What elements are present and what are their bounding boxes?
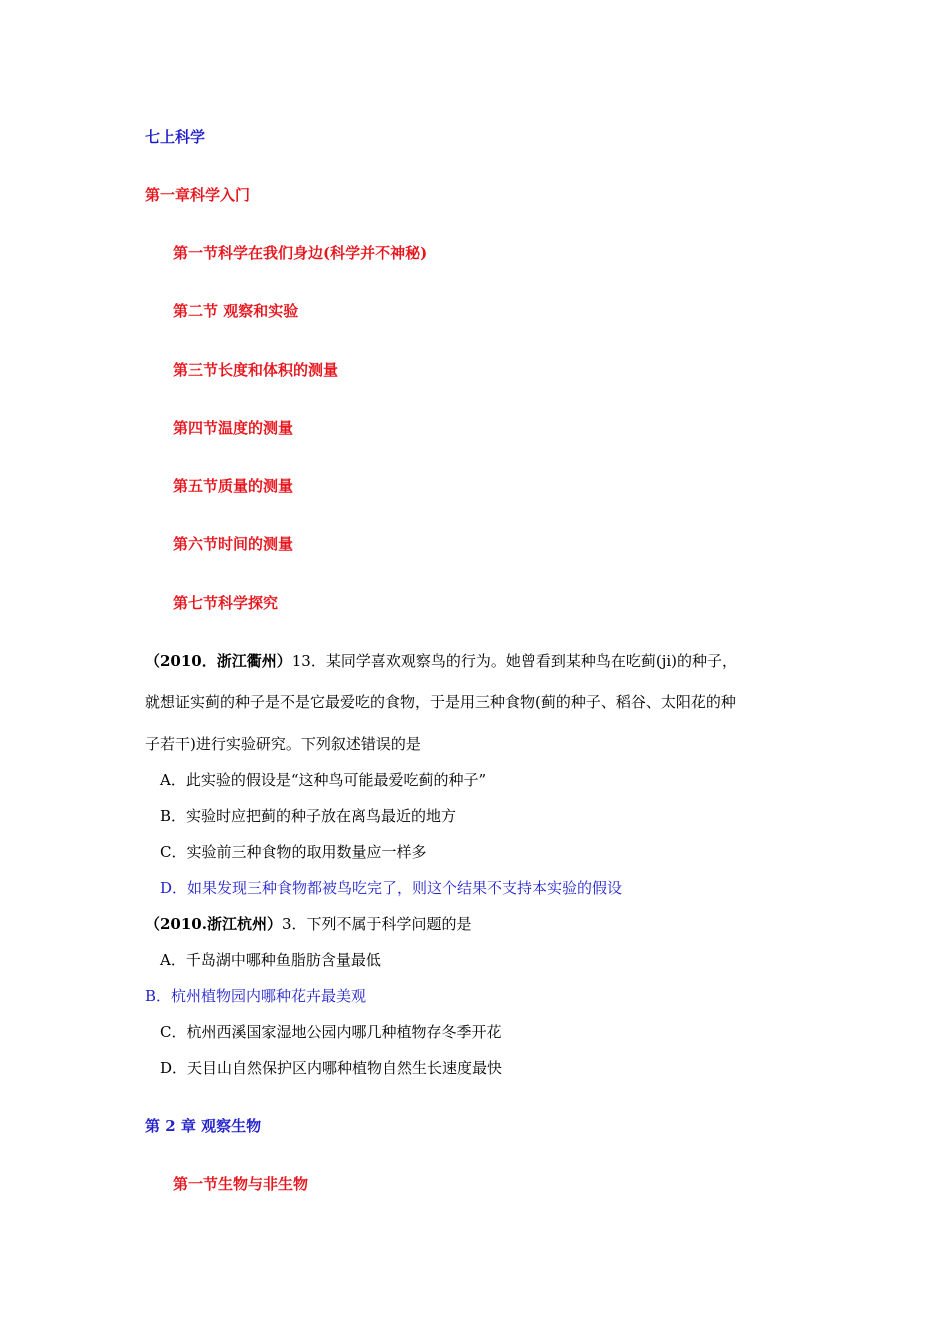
- question-1-line-1: [145, 651, 737, 671]
- question-1-option-c: C．实验前三种食物的取用数量应一样多: [160, 843, 427, 861]
- question-1-line-2: 就想证实蓟的种子是不是它最爱吃的食物，于是用三种食物(蓟的种子、稻谷、太阳花的种: [145, 693, 736, 711]
- section-1-1: 第一节科学在我们身边(科学并不神秘): [173, 244, 428, 262]
- question-1-option-b: B．实验时应把蓟的种子放在离鸟最近的地方: [160, 807, 457, 825]
- question-2-option-a: A．千岛湖中哪种鱼脂肪含量最低: [160, 951, 381, 969]
- question-2-option-c: C．杭州西溪国家湿地公园内哪几种植物存冬季开花: [160, 1023, 502, 1041]
- question-2-stem: 3．下列不属于科学问题的是: [281, 915, 472, 933]
- section-2-1: 第一节生物与非生物: [173, 1175, 309, 1193]
- question-1-source: （2010．浙江衢州）: [145, 652, 292, 670]
- question-2-line: [145, 914, 472, 934]
- question-2-option-d: D．天目山自然保护区内哪种植物自然生长速度最快: [160, 1059, 503, 1077]
- question-1-stem-1: 13．某同学喜欢观察鸟的行为。她曾看到某种鸟在吃蓟(ji)的种子，: [291, 652, 737, 670]
- document-title: 七上科学: [145, 128, 206, 146]
- question-1-line-3: 子若干)进行实验研究。下列叙述错误的是: [145, 735, 421, 753]
- section-1-2: 第二节 观察和实验: [173, 302, 299, 320]
- chapter-1-title: 第一章科学入门: [145, 186, 251, 204]
- question-1-option-d: D．如果发现三种食物都被鸟吃完了，则这个结果不支持本实验的假设: [160, 879, 623, 897]
- question-1-option-a: A．此实验的假设是“这种鸟可能最爱吃蓟的种子”: [160, 771, 487, 789]
- section-1-6: 第六节时间的测量: [173, 535, 294, 553]
- question-2-source: （2010.浙江杭州）: [145, 915, 282, 933]
- section-1-4: 第四节温度的测量: [173, 419, 294, 437]
- section-1-3: 第三节长度和体积的测量: [173, 361, 339, 379]
- section-1-5: 第五节质量的测量: [173, 477, 294, 495]
- section-1-7: 第七节科学探究: [173, 594, 279, 612]
- question-2-option-b: B．杭州植物园内哪种花卉最美观: [145, 987, 367, 1005]
- chapter-2-title: 第 2 章 观察生物: [145, 1117, 262, 1135]
